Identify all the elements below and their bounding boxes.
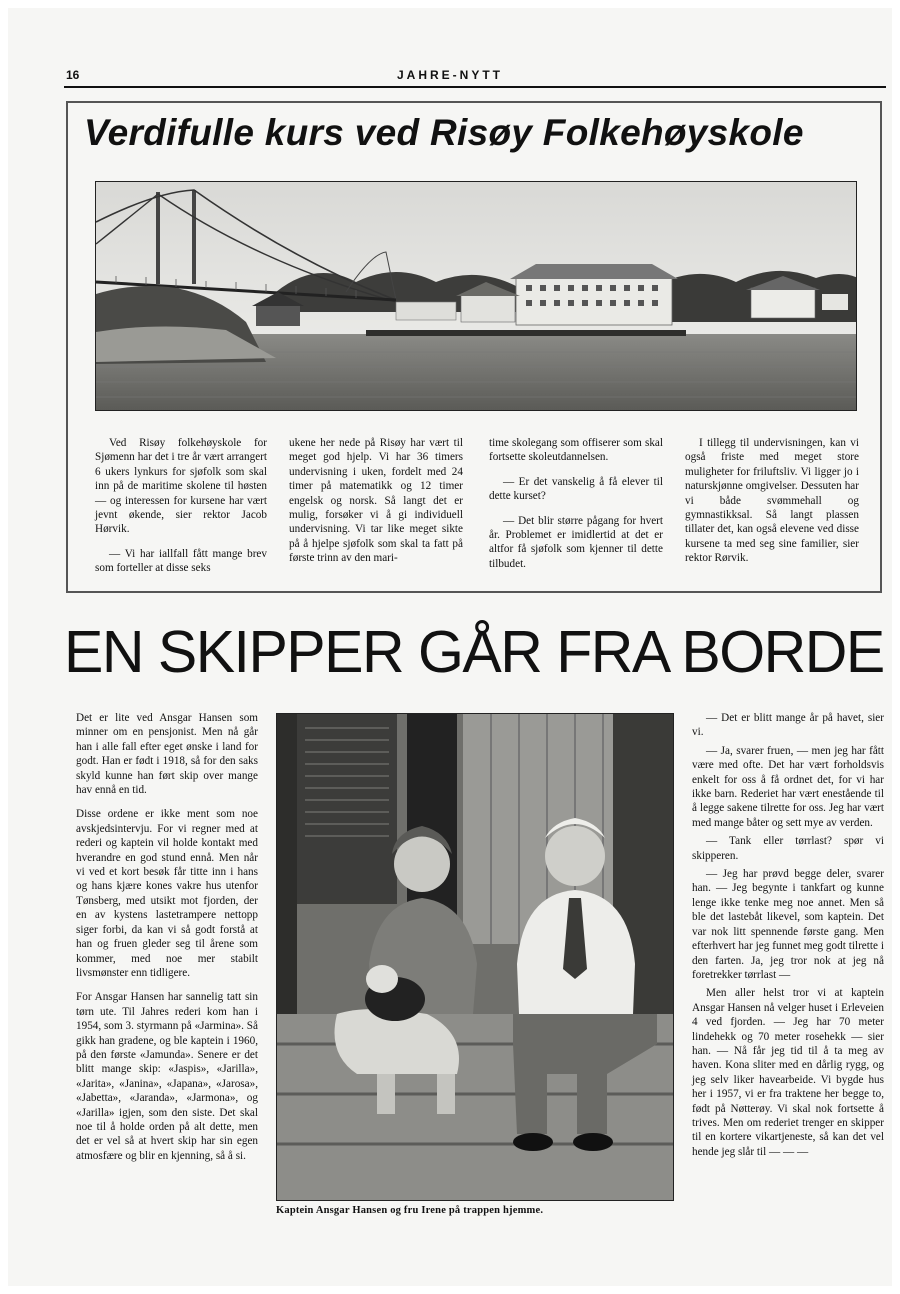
paragraph: For Ansgar Hansen har sannelig tatt sin tørn ute. Til Jahres rederi kom han i 1954, som 3. styrmann på «Jarmina». Så gikk han gradene, og ble kaptein i 1960, på den første «Jamunda». Senere er det blitt mange skip: «Jaspis», «Jarilla», «Jarita», «Janina», «Japana», «Jarosa», «Jabetta», «Jaranda», «Jarmona», og «Jarilla» igjen, som den siste. Det skal noe til å holde orden på alt dette, men det er vel så at hvert skip har sin egen atmosfære og blir en kjenning, så å si. bbox=[76, 991, 258, 1162]
article-1-column-3 bbox=[489, 436, 663, 581]
paragraph: Det er lite ved Ansgar Hansen som minner om en pensjonist. Men nå går han i alle fall efter eget ønske i land for godt. Han er født i 1918, så for den saks skyld kunne han ført skip over mange hav ennå en tid. bbox=[76, 712, 258, 797]
paragraph: Men aller helst tror vi at kaptein Ansgar Hansen nå velger huset i Erleveien 4 ved fjorden. — Jeg har 70 meter lindehekk og 70 meter rosehekk — sier han. — Nå får jeg tid til å ta meg av haven. Kona sliter med en dårlig rygg, og jeg selv liker havearbeide. Vi bygde hus her i 1957, vi er fra traktene her begge to, født på Nøtterøy. Vi skal nok fortsette å trives. Men om rederiet trenger en skipper til en kortere vikartjeneste, så kan det vel hende jeg slår til — — — bbox=[692, 987, 884, 1158]
photo-caption: Kaptein Ansgar Hansen og fru Irene på trappen hjemme. bbox=[276, 1205, 544, 1216]
article-1-headline: Verdifulle kurs ved Risøy Folkehøyskole bbox=[84, 112, 804, 153]
couple-photo-illustration bbox=[277, 714, 674, 1201]
paragraph: — Det blir større pågang for hvert år. Problemet er imidlertid at det er altfor få sjøfolk som kjenner til dette tilbudet. bbox=[489, 514, 663, 570]
article-2-headline: EN SKIPPER GÅR FRA BORDE bbox=[64, 619, 884, 685]
article-2-right-column bbox=[692, 711, 884, 1159]
article-1-column-2 bbox=[289, 436, 463, 576]
running-header: JAHRE-NYTT bbox=[396, 68, 503, 82]
header-rule bbox=[64, 86, 886, 88]
school-photo-illustration bbox=[96, 182, 857, 411]
paragraph: — Er det vanskelig å få elever til dette kurset? bbox=[489, 475, 663, 503]
paragraph: ukene her nede på Risøy har vært til meget god hjelp. Vi har 36 timers undervisning i uken, fordelt med 24 timer på matematikk og 12 timer engelsk og norsk. Så langt det er mulig, forsøker vi å gi individuell undervisning. Vi tar like meget sikte på å hjelpe sjøfolk som skal ta fatt på første trinn av den mari- bbox=[289, 437, 463, 565]
paragraph: time skolegang som offiserer som skal fortsette skoleutdannelsen. bbox=[489, 437, 663, 464]
couple-photo bbox=[276, 713, 674, 1201]
paragraph: — Det er blitt mange år på havet, sier vi. bbox=[692, 712, 884, 739]
school-photo bbox=[95, 181, 857, 411]
paragraph: I tillegg til undervisningen, kan vi også friste med meget store muligheter for friluftsliv. Vi ligger jo i naturskjønne omgivelser. Dessuten har vi både svømmehall og gymnastikksal. Så langt plassen tillater det, kan også elevene ved disse kursene ta med seg sine familier, sier rektor Rørvik. bbox=[685, 437, 859, 565]
page-number: 16 bbox=[66, 68, 80, 82]
article-1-column-1 bbox=[95, 436, 267, 586]
paragraph: — Jeg har prøvd begge deler, svarer han. — Jeg begynte i tankfart og kunne lenge ikke tenke meg noe annet. Men så ble det lastebåt likevel, som kaptein. Det var nok litt spennende første gang. Men efterhvert har jeg funnet meg godt tilrette i den farten. Ja, jeg tror nok at jeg nå foretrekker tørrlast — bbox=[692, 868, 884, 981]
paragraph: Disse ordene er ikke ment som noe avskjedsintervju. For vi regner med at rederi og kaptein vil holde kontakt med hverandre en god stund ennå. Men når vi ved et kort besøk får titte inn i hans og hans kjære kones vakre hus utenfor Tønsberg, med utsikt mot fjorden, der en av kystens lastetrampere nettopp siger forbi, da kan vi så godt forstå at han og fruen gleder seg til årene som kommer, med noe mer stabilt livsmønster enn tidligere. bbox=[76, 808, 258, 979]
article-2-left-column bbox=[76, 711, 258, 1173]
paragraph: — Vi har iallfall fått mange brev som forteller at disse seks bbox=[95, 547, 267, 575]
paragraph: Ved Risøy folkehøyskole for Sjømenn har det i tre år vært arrangert 6 ukers lynkurs for sjøfolk som skal inn på de maritime skolene til høsten — og interessen for kursene har vært jevnt økende, sier rektor Jacob Hørvik. bbox=[95, 437, 267, 536]
article-1-column-4 bbox=[685, 436, 859, 576]
paragraph: — Tank eller tørrlast? spør vi skipperen. bbox=[692, 835, 884, 862]
paragraph: — Ja, svarer fruen, — men jeg har fått være med ofte. Det har vært forholdsvis enkelt for oss å få ordnet det, for vi har ikke barn. Rederiet har vært enestående til å legge sakene tilrette for oss. Jeg har vært med mange båter og sett mye av verden. bbox=[692, 744, 884, 829]
